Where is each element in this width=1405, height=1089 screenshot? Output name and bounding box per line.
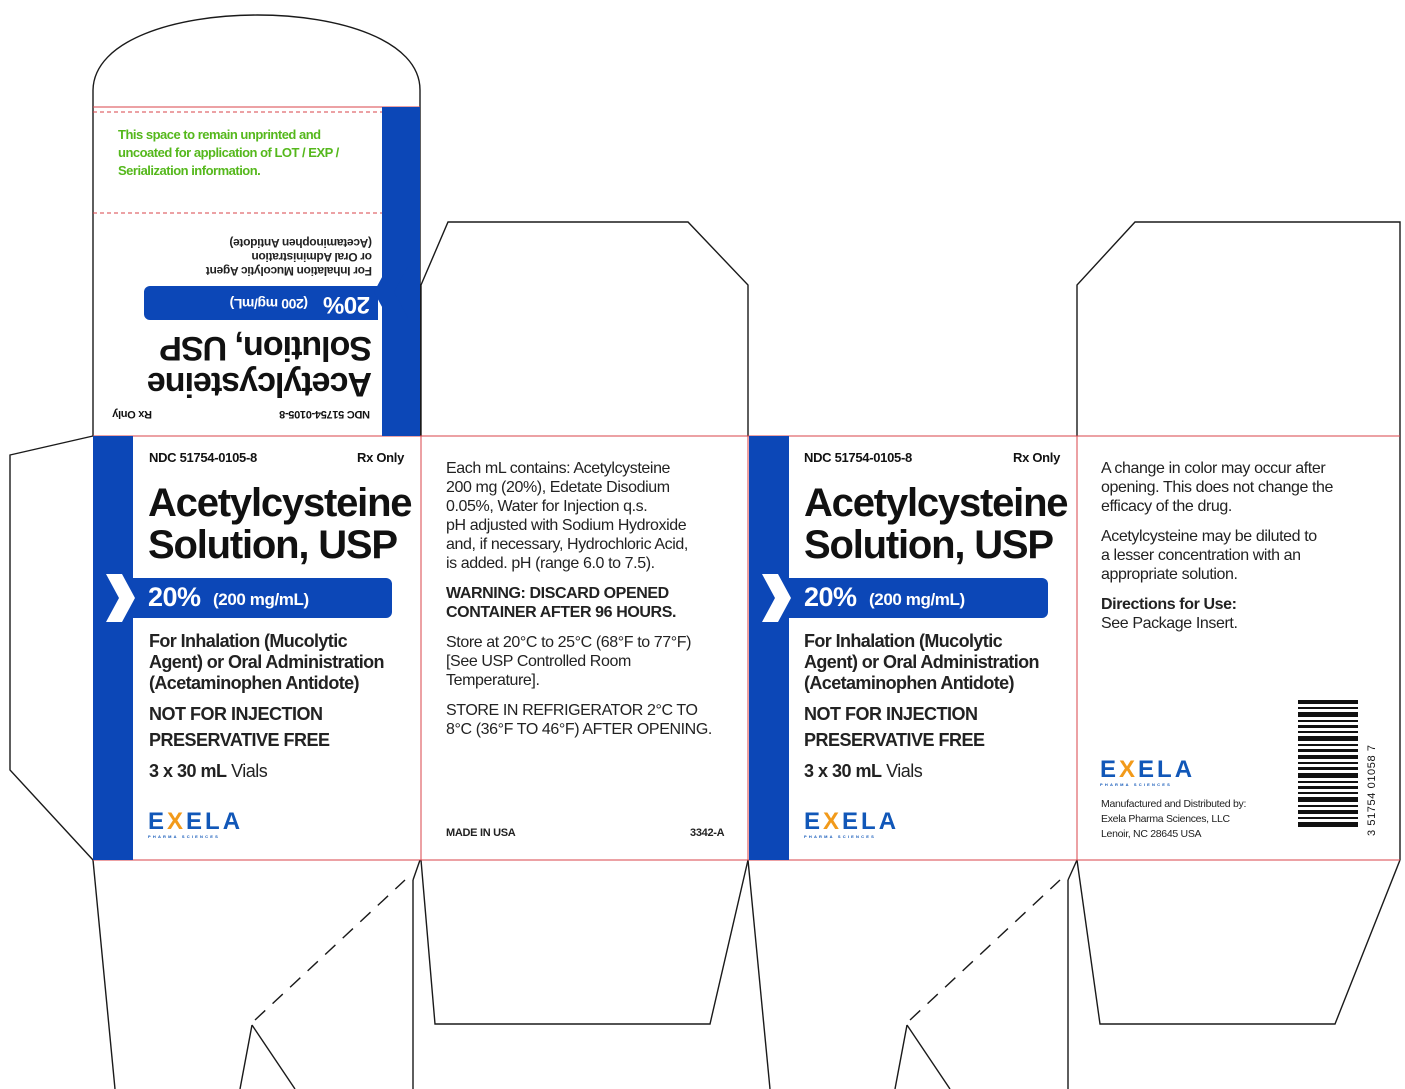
- front2-ndc: NDC 51754-0105-8: [804, 450, 912, 465]
- logo-subtitle: PHARMA SCIENCES: [804, 834, 876, 839]
- front-use-line-2: Agent) or Oral Administration: [149, 652, 384, 672]
- front2-strength-conc: (200 mg/mL): [869, 590, 965, 609]
- front2-exela-logo: [804, 808, 899, 839]
- front-strength-conc: (200 mg/mL): [213, 590, 309, 609]
- dilution-note: [1101, 527, 1317, 584]
- directions-for-use: [1101, 595, 1238, 633]
- flap-strength-conc: (200 mg/mL): [229, 296, 308, 312]
- front-title-line-2: Solution, USP: [148, 523, 397, 567]
- logo-x: X: [1119, 756, 1139, 783]
- front-use-line-3: (Acetaminophen Antidote): [149, 673, 359, 693]
- mfr-name: Exela Pharma Sciences, LLC: [1101, 813, 1230, 825]
- made-in-usa: MADE IN USA: [446, 827, 516, 839]
- front2-use-line-1: For Inhalation (Mucolytic: [804, 631, 1003, 651]
- flap-use-line-3: (Acetaminophen Antidote): [229, 236, 372, 250]
- logo-x: X: [167, 808, 187, 835]
- front-not-for-injection: NOT FOR INJECTION: [149, 704, 323, 724]
- flap-strength-pct: 20%: [323, 291, 370, 318]
- logo-e: E: [804, 808, 824, 835]
- store-line-2: [See USP Controlled Room: [446, 653, 631, 670]
- manufacturer-info: [1101, 797, 1246, 842]
- front-use-line-1: For Inhalation (Mucolytic: [149, 631, 348, 651]
- contains-line-2: 200 mg (20%), Edetate Disodium: [446, 479, 670, 496]
- front-vials-qty: 3 x 30 mL: [149, 761, 227, 781]
- upc-barcode: [1298, 700, 1358, 830]
- artwork-code: 3342-A: [690, 827, 725, 839]
- front-vials-count: [149, 761, 267, 782]
- front-chevron-icon: [104, 572, 138, 624]
- logo-rest: ELA: [1138, 756, 1196, 783]
- front2-vials-qty: 3 x 30 mL: [804, 761, 882, 781]
- notice-line-2: uncoated for application of LOT / EXP /: [118, 145, 339, 160]
- front-exela-logo: [148, 808, 243, 839]
- top-flap-upside-down-label: [98, 214, 378, 424]
- front-use-text: [149, 631, 384, 694]
- dilute-line-3: appropriate solution.: [1101, 566, 1238, 583]
- contains-line-4: pH adjusted with Sodium Hydroxide: [446, 517, 687, 534]
- front2-warnings: [804, 701, 985, 753]
- store-line-3: Temperature].: [446, 672, 540, 689]
- front2-use-text: [804, 631, 1039, 694]
- storage-text: [446, 633, 691, 690]
- logo-rest: ELA: [842, 808, 900, 835]
- front2-panel-blue-stripe: [749, 436, 789, 860]
- store-line-1: Store at 20°C to 25°C (68°F to 77°F): [446, 634, 692, 651]
- back-exela-logo: [1100, 756, 1195, 787]
- discard-line-1: WARNING: DISCARD OPENED: [446, 585, 669, 602]
- discard-warning: [446, 584, 676, 622]
- front2-title-line-2: Solution, USP: [804, 523, 1053, 567]
- discard-line-2: CONTAINER AFTER 96 HOURS.: [446, 604, 677, 621]
- directions-label: Directions for Use:: [1101, 596, 1237, 613]
- front2-vials-word: Vials: [886, 761, 923, 781]
- logo-subtitle: PHARMA SCIENCES: [1100, 782, 1172, 787]
- contains-line-3: 0.05%, Water for Injection q.s.: [446, 498, 648, 515]
- dilute-line-1: Acetylcysteine may be diluted to: [1101, 528, 1317, 545]
- front-vials-word: Vials: [231, 761, 268, 781]
- flap-product-title: [148, 330, 372, 402]
- barcode-digits: 3 51754 01058 7: [1366, 744, 1378, 836]
- color-line-1: A change in color may occur after: [1101, 460, 1326, 477]
- color-line-2: opening. This does not change the: [1101, 479, 1334, 496]
- mfr-city: Lenoir, NC 28645 USA: [1101, 828, 1202, 840]
- contains-line-1: Each mL contains: Acetylcysteine: [446, 460, 671, 477]
- front-strength-bar: [133, 578, 392, 618]
- notice-line-1: This space to remain unprinted and: [118, 127, 321, 142]
- composition-text: [446, 459, 688, 573]
- front-warnings: [149, 701, 330, 753]
- dilute-line-2: a lesser concentration with an: [1101, 547, 1301, 564]
- refrigerator-text: [446, 701, 712, 739]
- front2-title-line-1: Acetylcysteine: [804, 481, 1068, 525]
- flap-strength-bar: [144, 286, 378, 320]
- flap-title-line-2: Solution, USP: [160, 329, 372, 367]
- front2-use-line-2: Agent) or Oral Administration: [804, 652, 1039, 672]
- logo-subtitle: PHARMA SCIENCES: [148, 834, 220, 839]
- fridge-line-2: 8°C (36°F TO 46°F) AFTER OPENING.: [446, 721, 712, 738]
- logo-e: E: [148, 808, 168, 835]
- front2-use-line-3: (Acetaminophen Antidote): [804, 673, 1014, 693]
- logo-e: E: [1100, 756, 1120, 783]
- flap-use-line-2: or Oral Administration: [251, 250, 372, 264]
- front2-strength-bar: [789, 578, 1048, 618]
- front-panel-blue-stripe: [93, 436, 133, 860]
- logo-rest: ELA: [186, 808, 244, 835]
- mfr-label: Manufactured and Distributed by:: [1101, 798, 1247, 810]
- flap-rx-only: Rx Only: [112, 408, 152, 420]
- front-product-title: [148, 482, 411, 566]
- contains-line-6: is added. pH (range 6.0 to 7.5).: [446, 555, 655, 572]
- front2-vials-count: [804, 761, 922, 782]
- contains-line-5: and, if necessary, Hydrochloric Acid,: [446, 536, 688, 553]
- flap-chevron-icon: [374, 266, 410, 318]
- barcode-number: [1366, 744, 1378, 846]
- front-rx-only: Rx Only: [357, 450, 405, 465]
- directions-text: See Package Insert.: [1101, 615, 1238, 632]
- flap-title-line-1: Acetylcysteine: [147, 365, 372, 403]
- logo-x: X: [823, 808, 843, 835]
- front-ndc: NDC 51754-0105-8: [149, 450, 257, 465]
- flap-ndc: NDC 51754-0105-8: [279, 408, 370, 420]
- flap-use-text: [206, 236, 372, 278]
- unprinted-space-notice: [118, 126, 378, 180]
- front2-strength-pct: 20%: [804, 582, 857, 612]
- front2-chevron-icon: [760, 572, 794, 624]
- flap-use-line-1: For Inhalation Mucolytic Agent: [206, 264, 372, 278]
- front2-not-for-injection: NOT FOR INJECTION: [804, 704, 978, 724]
- front2-product-title: [804, 482, 1067, 566]
- front-title-line-1: Acetylcysteine: [148, 481, 412, 525]
- notice-line-3: Serialization information.: [118, 163, 261, 178]
- front2-preservative-free: PRESERVATIVE FREE: [804, 730, 985, 750]
- color-change-note: [1101, 459, 1333, 516]
- color-line-3: efficacy of the drug.: [1101, 498, 1232, 515]
- front-strength-pct: 20%: [148, 582, 201, 612]
- front2-rx-only: Rx Only: [1013, 450, 1061, 465]
- front-preservative-free: PRESERVATIVE FREE: [149, 730, 330, 750]
- fridge-line-1: STORE IN REFRIGERATOR 2°C TO: [446, 702, 698, 719]
